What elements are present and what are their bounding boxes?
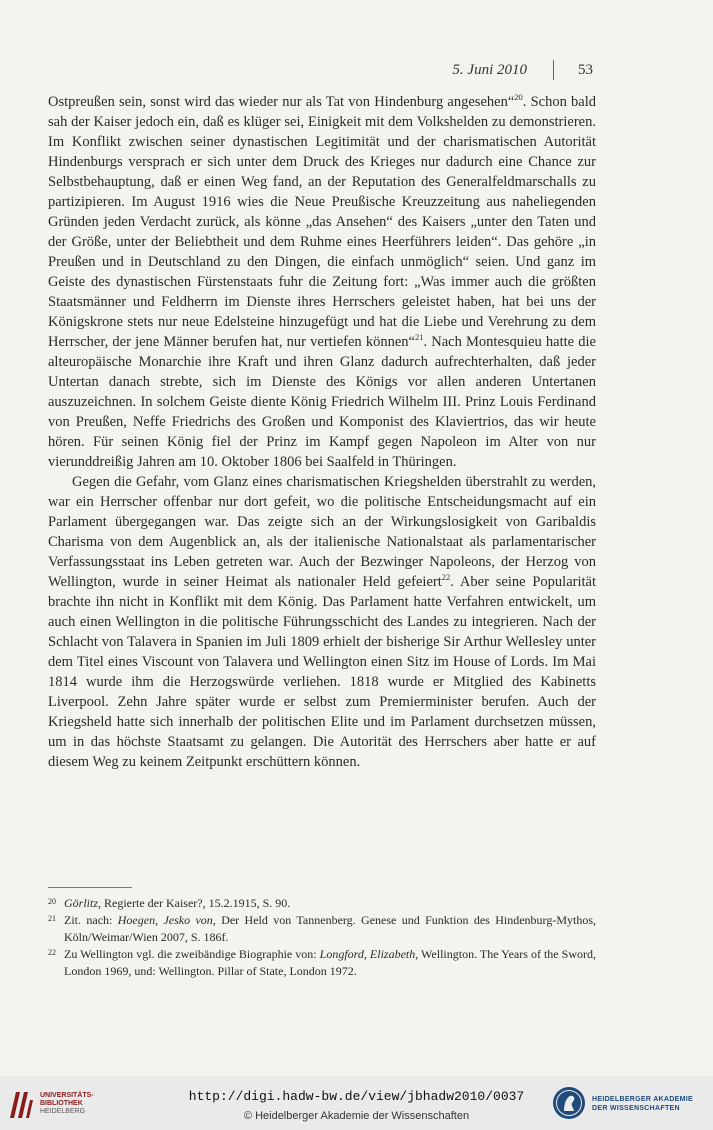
paragraph-1-part-3: . Nach Montesquieu hatte die alteuropäische Monarchie ihre Kraft und ihren Glanz dadurch aufrechterhalten, daß jeder Untertan danach strebte, sich im Dienste des Königs vor allen anderen Untertanen auszuzeichnen. In solchem Geiste diente König Friedrich Wilhelm III. Prinz Louis Ferdinand von Preußen, Neffe Friedrichs des Großen und Komponist des Klaviertrios, das wir heute hören. Für seinen König fiel der Prinz im Kampf gegen Napoleon im Alter von nur vierunddreißig Jahren am 10. Oktober 1806 bei Saalfeld in Thüringen.: [48, 334, 596, 470]
footnote-ref-21[interactable]: 21: [414, 332, 424, 342]
footnote-21: [48, 912, 596, 946]
footnote-prefix: Zu Wellington vgl. die zweibändige Biographie von:: [64, 947, 320, 961]
paragraph-2-part-1: Gegen die Gefahr, vom Glanz eines charismatischen Kriegshelden überstrahlt zu werden, war ein Herrscher offenbar nur dort gefeit, wo die politische Entscheidungsmacht auf ein Parlament übergegangen war. Das zeigte sich an der Wirkungslosigkeit von Garibaldis Charisma von dem Augenblick an, als der italienische Nationalstaat als parlamentarischer Verfassungsstaat ins Leben getreten war. Auch der Bezwinger Napoleons, der Herzog von Wellington, wurde in seiner Heimat als nationaler Held gefeiert: [48, 474, 596, 590]
footnotes: [48, 895, 596, 980]
footnote-text: , Regierte der Kaiser?, 15.2.1915, S. 90.: [98, 896, 291, 910]
paragraph-1-part-2: . Schon bald sah der Kaiser jedoch ein, daß es klüger sei, Einigkeit mit dem Volkshelden zu demonstrieren. Im Konflikt zwischen seiner dynastischen Legitimität und der charismatischen Autorität Hindenburgs versprach er sich unter dem Druck des Krieges nur dadurch eine Chance zur Selbstbehauptung, daß er einen Weg fand, an der Reputation des Generalfeldmarschalls zu partizipieren. Im August 1916 wies die Neue Preußische Kreuzzeitung aus naheliegenden Gründen jeden Verdacht zurück, als könne „das Ansehen“ des Kaisers „unter den Taten und der Größe, unter der Beliebtheit und dem Ruhme eines Heerführers leiden“. Das gehöre „in Preußen und in Deutschland zu den Dingen, die einfach unmöglich“ seien. Und ganz im Geiste des dynastischen Fürstenstaats fuhr die Zeitung fort: „Was immer auch die größten Staatsmänner und Feldherrn im Dienste ihres Herrschers geleistet haben, hat bei uns der Königskrone stets nur neue Edelsteine hinzugefügt und hat die Liebe und Verehrung zu dem Herrscher, der jene Männer berufen hat, nur vertiefen können“: [48, 94, 596, 350]
main-text: [48, 92, 596, 772]
page-number: 53: [578, 62, 593, 78]
footnote-divider: [48, 887, 132, 888]
library-line-2: BIBLIOTHEK: [40, 1100, 83, 1107]
page-header: [0, 60, 713, 84]
running-head: 5. Juni 2010: [452, 62, 527, 78]
paragraph-2: [48, 472, 596, 772]
footnote-22: [48, 946, 596, 980]
academy-line-1: HEIDELBERGER AKADEMIE: [592, 1096, 693, 1103]
academy-seal-icon[interactable]: [552, 1086, 586, 1120]
permalink-url[interactable]: http://digi.hadw-bw.de/view/jbhadw2010/0037: [188, 1089, 525, 1104]
footnote-text: , Der Held von Tannenberg. Genese und Funktion des Hindenburg-Mythos, Köln/Weimar/Wien 2007, S. 186f.: [64, 913, 597, 944]
paragraph-1: [48, 92, 596, 472]
footnote-author: Longford, Elizabeth: [319, 947, 416, 961]
footnote-ref-22[interactable]: 22: [441, 572, 451, 582]
footnote-number: 22: [48, 948, 56, 957]
copyright-notice: © Heidelberger Akademie der Wissenschaften: [243, 1110, 470, 1122]
footnote-ref-20[interactable]: 20: [514, 92, 523, 102]
paragraph-2-part-2: . Aber seine Popularität brachte ihn nicht in Konflikt mit dem König. Das Parlament hatte Verfahren entwickelt, um auch einen Wellington in die politische Führungsschicht des Landes zu integrieren. Nach der Schlacht von Talavera in Spanien im Juli 1809 erhielt der bisherige Sir Arthur Wellesley unter dem Titel eines Viscount von Talavera und Wellington einen Sitz im House of Lords. Im Mai 1814 wurde ihm die Herzogswürde verliehen. 1818 wurde er Mitglied des Kabinetts Liverpool. Zehn Jahre später wurde er selbst zum Premierminister berufen. Auch der Kriegsheld hatte sich innerhalb der politischen Elite und im Parlament durchsetzen müssen, um in das höchste Staatsamt zu gelangen. Die Autorität des Herrschers aber hatte er auf diesem Weg zu keinem Zeitpunkt erschüttern können.: [48, 574, 596, 770]
library-line-1: UNIVERSITÄTS-: [40, 1092, 94, 1099]
academy-line-2: DER WISSENSCHAFTEN: [592, 1105, 680, 1112]
footnote-20: [48, 895, 596, 912]
viewer-footer: [0, 1076, 713, 1130]
library-line-3: HEIDELBERG: [40, 1108, 86, 1115]
footnote-author: Hoegen, Jesko von: [117, 913, 213, 927]
paragraph-1-part-1: Ostpreußen sein, sonst wird das wieder nur als Tat von Hindenburg angesehen“: [48, 94, 515, 110]
footnote-prefix: Zit. nach:: [64, 913, 118, 927]
academy-name: [592, 1095, 693, 1113]
footnote-text: , Wellington. The Years of the Sword, London 1969, und: Wellington. Pillar of State, London 1972.: [64, 947, 596, 978]
footnote-number: 21: [48, 914, 56, 923]
footnote-number: 20: [48, 897, 56, 906]
header-divider: [553, 60, 554, 80]
footnote-author: Görlitz: [64, 896, 99, 910]
